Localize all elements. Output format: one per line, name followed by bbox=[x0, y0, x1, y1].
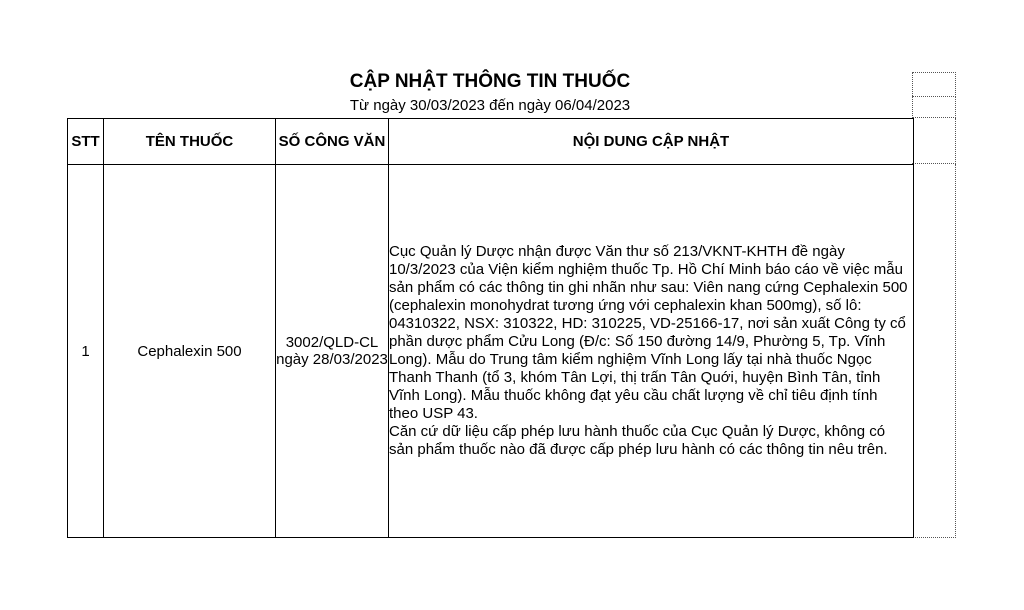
row-document-number bbox=[276, 165, 389, 538]
document-title: CẬP NHẬT THÔNG TIN THUỐC bbox=[349, 71, 631, 92]
margin-cell bbox=[912, 97, 956, 118]
table-row bbox=[68, 165, 914, 538]
document-date: ngày 28/03/2023 bbox=[276, 351, 388, 368]
column-header-update-content: NỘI DUNG CẬP NHẬT bbox=[389, 119, 914, 165]
document-number: 3002/QLD-CL bbox=[285, 334, 379, 351]
drug-update-table bbox=[67, 118, 914, 538]
date-range-subtitle: Từ ngày 30/03/2023 đến ngày 06/04/2023 bbox=[349, 97, 631, 114]
row-drug-name: Cephalexin 500 bbox=[104, 165, 276, 538]
column-header-stt: STT bbox=[68, 119, 104, 165]
margin-cell bbox=[912, 72, 956, 97]
column-header-document-number: SỐ CÔNG VĂN bbox=[276, 119, 389, 165]
row-stt: 1 bbox=[68, 165, 104, 538]
margin-cell bbox=[912, 164, 956, 538]
table-header-row bbox=[68, 119, 914, 165]
row-update-content: Cục Quản lý Dược nhận được Văn thư số 213/VKNT-KHTH đề ngày 10/3/2023 của Viện kiểm nghiệm thuốc Tp. Hồ Chí Minh báo cáo về việc mẫu sản phẩm có các thông tin ghi nhãn như sau: Viên nang cứng Cephalexin 500 (cephalexin monohydrat tương ứng với cephalexin khan 500mg), số lô: 04310322, NSX: 310322, HD: 310225, VD-25166-17, nơi sản xuất Công ty cổ phần dược phẩm Cửu Long (Đ/c: Số 150 đường 14/9, Phường 5, Tp. Vĩnh Long). Mẫu do Trung tâm kiểm nghiệm Vĩnh Long lấy tại nhà thuốc Ngọc Thanh Thanh (tổ 3, khóm Tân Lợi, thị trấn Tân Quới, huyện Bình Tân, tỉnh Vĩnh Long). Mẫu thuốc không đạt yêu cầu chất lượng về chỉ tiêu định tính theo USP 43. Căn cứ dữ liệu cấp phép lưu hành thuốc của Cục Quản lý Dược, không có sản phẩm thuốc nào đã được cấp phép lưu hành có các thông tin nêu trên. bbox=[389, 165, 914, 538]
column-header-drug-name: TÊN THUỐC bbox=[104, 119, 276, 165]
margin-cell bbox=[912, 118, 956, 164]
